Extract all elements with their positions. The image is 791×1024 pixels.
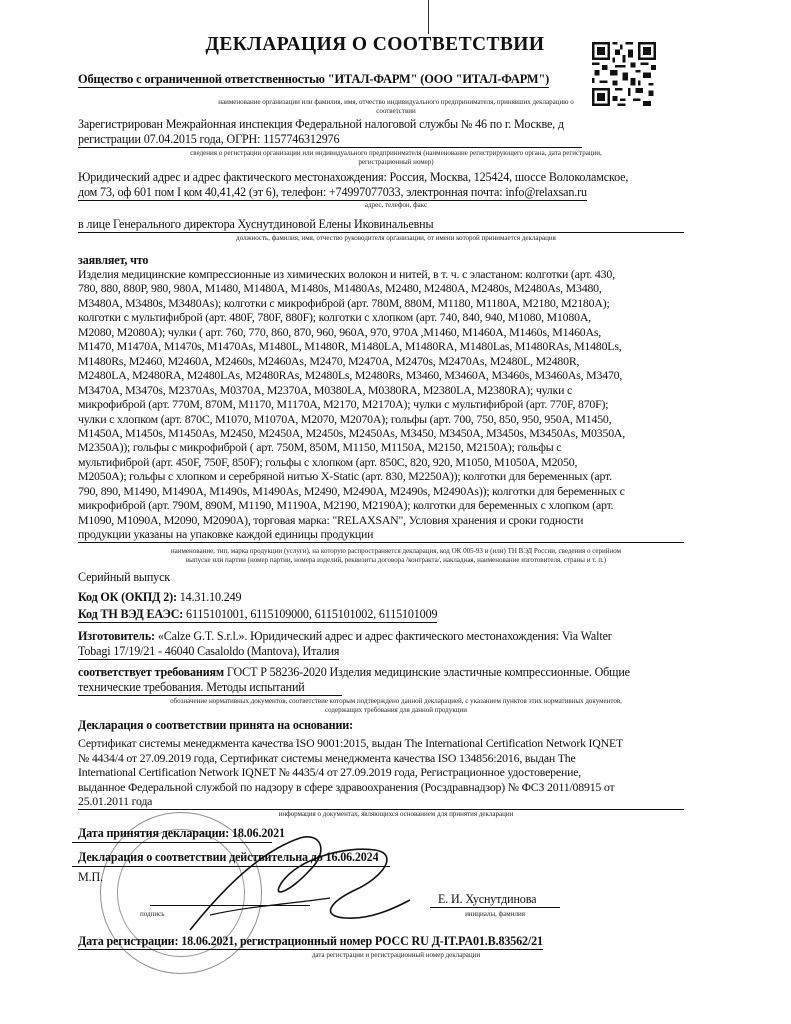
basis-line: № 4434/4 от 27.09.2019 года, Сертификат системы менеджмента качества ISO 134856:2016, выдан The <box>78 750 576 765</box>
standard-label: соответствует требованиям <box>78 665 225 679</box>
product-line: M2480LA, M2480RA, M2480LAs, M2480RAs, M2480Ls, M2480Rs, M3460, M3460A, M3460s, M3460As, M3470, <box>78 368 623 383</box>
product-line: M3470A, M3470s, M2370As, M0370A, M2370A, M0380LA, M0380RA, M2380LA, M2380RA); чулки с <box>78 382 573 397</box>
footer-number: РОСС RU Д-IT.PA01.B.83562/21 <box>374 934 543 948</box>
signature-caption: подпись <box>140 910 165 918</box>
product-line: Изделия медицинские компрессионные из химических волокон и нитей, в т. ч. с эластаном: колготки (арт. 430, <box>78 267 615 281</box>
tnved-code <box>78 607 437 623</box>
registration-line-1: Зарегистрирован Межрайонная инспекция Федеральной налоговой службы № 46 по г. Москве, д <box>78 117 564 131</box>
address-line-2: дом 73, оф 601 пом I ком 40,41,42 (эт 6), телефон: +74997077033, электронная почта: info@relaxsan.ru <box>78 185 587 199</box>
basis-line: 25.01.2011 года <box>78 794 684 810</box>
okpd-code <box>78 590 241 605</box>
product-line: M2350A)); гольфы с микрофиброй ( арт. 750M, 850M, M1150, M1150A, M2150, M2150A); гольфы с <box>78 440 562 455</box>
valid-label: Декларация о соответствии действительна до <box>78 850 323 864</box>
manufacturer-line-2: Tobagi 17/19/21 - 46040 Casaloldo (Mantova), Италия <box>78 644 340 658</box>
basis-line: выданное Федеральной службой по надзору в сфере здравоохранения (Росздравнадзор) № ФСЗ 2011/08915 от <box>78 779 615 794</box>
representative-line: в лице Генерального директора Хуснутдиновой Елены Иковинальевны <box>78 217 684 233</box>
signer-underline <box>430 907 560 908</box>
product-caption-1: наименование, тип, марка продукции (услуги), на которую распространяется декларация, код ОК 005-93 и (или) ТН ВЭД России, сведения о серийном <box>170 547 622 555</box>
seal-mp: М.П. <box>78 870 103 884</box>
product-line: M1450A, M1450s, M1450As, M2450, M2450A, M2450s, M2450As, M3450, M3450A, M3450s, M3450As, M0350A, <box>78 425 626 440</box>
declares-label: заявляет, что <box>78 253 149 267</box>
okpd-value: 14.31.10.249 <box>179 590 242 604</box>
qr-code-icon <box>592 42 656 106</box>
product-line: 780, 880, 880Р, 980, 980А, M1480, M1480A, M1480s, M1480As, M2480, M2480A, M2480s, M2480As, M3480, <box>78 281 602 296</box>
footer-caption: дата регистрации и регистрационный номер декларации <box>311 951 481 959</box>
product-line: микрофиброй (арт. 770M, 870M, M1170, M1170A, M2170, M2170A); чулки с мультифиброй (арт. 770F, 870F); <box>78 397 609 412</box>
okpd-label: Код ОК (ОКПД 2): <box>78 590 177 604</box>
product-line: M2080, M2080A); чулки ( арт. 760, 770, 860, 870, 960, 960A, 970, 970A ,M1460, M1460A, M1460s, M1460As, <box>78 324 602 339</box>
manufacturer-value-1: «Calze G.T. S.r.l.». Юридический адрес и адрес фактического местонахождения: Via Walter <box>157 629 612 643</box>
registration-caption-1: сведения о регистрации организации или индивидуального предпринимателя (наименование регистрирующего органа, дата регистрации, <box>190 149 602 157</box>
valid-value: 16.06.2024 <box>325 850 379 864</box>
serial-release: Серийный выпуск <box>78 570 171 584</box>
signer-name: Е. И. Хуснутдинова <box>438 892 537 906</box>
signature-underline <box>150 905 310 906</box>
standard-caption-1: обозначение нормативных документов, соответствие которым подтверждено данной декларацией, с указанием пунктов этих нормативных документов, <box>170 697 622 705</box>
basis-documents <box>78 736 684 810</box>
address-caption: адрес, телефон, факс <box>364 201 428 209</box>
product-line: M1480Rs, M2460, M2460A, M2460s, M2460As, M2470, M2470A, M2470s, M2470As, M2480L, M2480R, <box>78 353 580 368</box>
organization-caption-2: соответствии <box>376 107 416 115</box>
product-line: продукции указаны на упаковке каждой единицы продукции <box>78 527 684 542</box>
product-line: M3480A, M3480s, M3480As); колготки с микрофиброй (арт. 780M, 880M, M1180, M1180A, M2180, M2180A); <box>78 295 610 310</box>
registration-footer <box>78 934 543 950</box>
product-line: чулки с хлопком (арт. 870C, M1070, M1070A, M2070, M2070A); гольфы (арт. 700, 750, 850, 950, 950A, M1450, <box>78 411 612 426</box>
registration-caption-2: регистрационный номер) <box>358 158 434 166</box>
registration-line-2: регистрации 07.04.2015 года, ОГРН: 1157746312976 <box>78 132 582 148</box>
basis-line: Сертификат системы менеджмента качества ISO 9001:2015, выдан The International Certification Network IQNET <box>78 736 624 750</box>
manufacturer-line-1 <box>78 629 612 644</box>
organization-caption-1: наименование организации или фамилия, имя, отчество индивидуального предпринимателя, принявших декларацию о <box>218 98 574 106</box>
product-line: M1470, M1470A, M1470s, M1470As, M1480L, M1480R, M1480LA, M1480RA, M1480Las, M1480RAs, M1480Ls, <box>78 339 622 354</box>
basis-caption: информация о документах, являющихся основанием для принятия декларации <box>278 810 514 818</box>
handwritten-signature <box>170 820 420 950</box>
footer-number-label: регистрационный номер <box>239 934 373 948</box>
product-line: микрофиброй (арт. 790M, 890M, M1190, M1190A, M2190, M2190A); колготки для беременных с хлопком (арт. <box>78 498 614 513</box>
standard-line-2: технические требования. Методы испытаний <box>78 680 342 696</box>
scan-mark <box>428 0 429 34</box>
product-line: колготки с мультифиброй (арт. 480F, 780F, 880F); колготки с хлопком (арт. 740, 840, 940, M1080, M1080A, <box>78 310 591 325</box>
accepted-label: Дата принятия декларации: <box>78 826 230 840</box>
standard-caption-2: содержащих требования для данной продукции <box>325 706 467 714</box>
footer-date: 18.06.2021, <box>181 934 238 948</box>
organization-name: Общество с ограниченной ответственностью "ИТАЛ-ФАРМ" (ООО "ИТАЛ-ФАРМ") <box>78 72 550 86</box>
standard-line-1 <box>78 665 630 680</box>
document-title: ДЕКЛАРАЦИЯ О СООТВЕТСТВИИ <box>205 34 545 55</box>
manufacturer-label: Изготовитель: <box>78 629 155 643</box>
product-line: M2050A); гольфы с хлопком и серебряной нитью X-Static (арт. 830, M2250A)); колготки для беременных (арт. <box>78 469 612 484</box>
footer-date-label: Дата регистрации: <box>78 934 179 948</box>
signer-caption: инициалы, фамилия <box>465 910 525 918</box>
standard-value-1: ГОСТ Р 58236-2020 Изделия медицинские эластичные компрессионные. Общие <box>226 665 630 679</box>
tnved-value: 6115101001, 6115109000, 6115101002, 6115101009 <box>186 607 438 621</box>
product-line: мультифиброй (арт. 450F, 750F, 850F); гольфы с хлопком (арт. 850C, 820, 920, M1050, M1050A, M2050, <box>78 454 578 469</box>
representative-caption: должность, фамилия, имя, отчество руководителя организации, от имени которой принимается декларация <box>236 234 556 242</box>
product-line: M1090, M1090A, M2090, M2090A), торговая марка: "RELAXSAN", Условия хранения и сроки годности <box>78 512 584 527</box>
product-caption-2: выпуске или партии (номер партии, номера изделий, реквизиты договора /контракта/, накладная, наименование изготовителя, страны и т. п.) <box>185 556 607 564</box>
address-line-1: Юридический адрес и адрес фактического местонахождения: Россия, Москва, 125424, шоссе Волоколамское, <box>78 170 629 184</box>
product-line: 790, 890, M1490, M1490A, M1490s, M1490As, M2490, M2490A, M2490s, M2490As)); колготки для беременных с <box>78 483 625 498</box>
product-description <box>78 267 684 543</box>
basis-line: International Certification Network IQNET № 4435/4 от 27.09.2019 года, Регистрационное удостоверение, <box>78 765 582 780</box>
tnved-label: Код ТН ВЭД ЕАЭС: <box>78 607 184 621</box>
accepted-value: 18.06.2021 <box>231 826 285 840</box>
basis-label: Декларация о соответствии принята на основании: <box>78 718 353 732</box>
